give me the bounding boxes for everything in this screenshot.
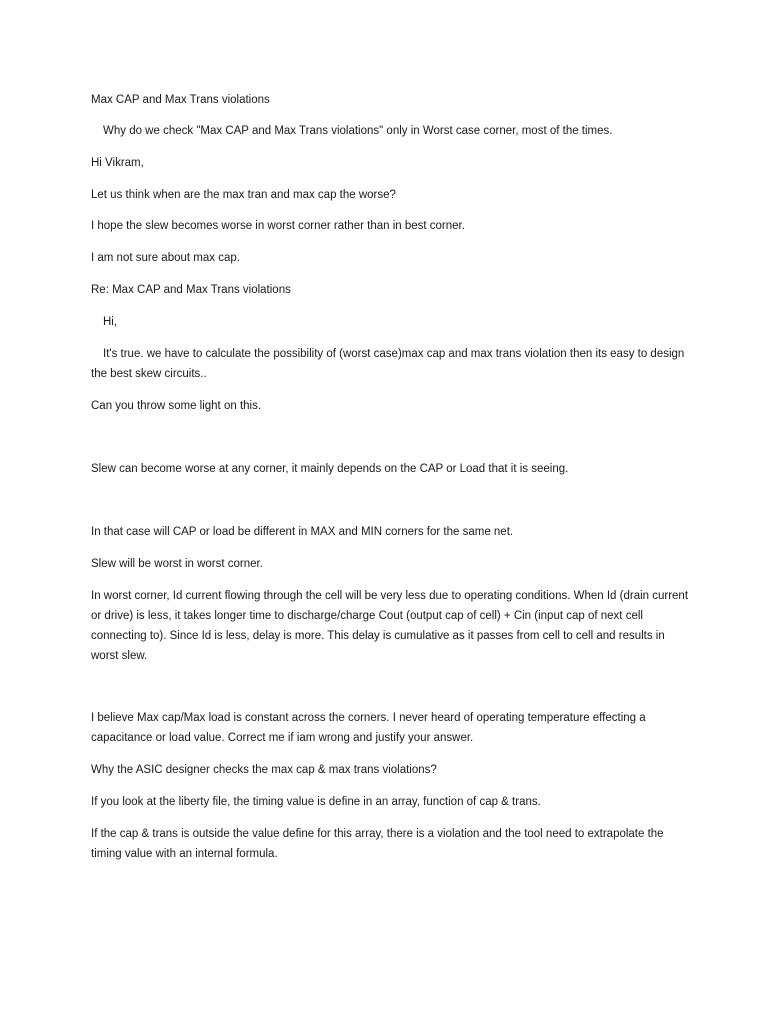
paragraph-question: Why do we check "Max CAP and Max Trans violations" only in Worst case corner, most of the times. — [103, 125, 613, 137]
paragraph: Slew will be worst in worst corner. — [91, 558, 263, 570]
paragraph: Slew can become worse at any corner, it mainly depends on the CAP or Load that it is seeing. — [91, 463, 569, 475]
paragraph: Hi, — [103, 316, 118, 328]
paragraph: It's true. we have to calculate the possibility of (worst case)max cap and max trans violation then its easy to design the best skew circuits.. — [91, 348, 685, 380]
paragraph: I am not sure about max cap. — [91, 252, 240, 264]
paragraph: If the cap & trans is outside the value define for this array, there is a violation and the tool need to extrapolate the timing value with an internal formula. — [91, 828, 664, 860]
paragraph: If you look at the liberty file, the timing value is define in an array, function of cap & trans. — [91, 796, 541, 808]
paragraph-title: Max CAP and Max Trans violations — [91, 94, 270, 106]
paragraph: Let us think when are the max tran and max cap the worse? — [91, 189, 396, 201]
paragraph: In worst corner, Id current flowing through the cell will be very less due to operating conditions. When Id (drain current or drive) is less, it takes longer time to discharge/charge Cout (output cap of cell) + Cin (input cap of next cell connecting to). Since Id is less, delay is more. This delay is cumulative as it passes from cell to cell and results in worst slew. — [91, 590, 689, 662]
paragraph: I believe Max cap/Max load is constant across the corners. I never heard of operating temperature effecting a capacitance or load value. Correct me if iam wrong and justify your answer. — [91, 712, 646, 744]
paragraph-greeting: Hi Vikram, — [91, 157, 144, 169]
paragraph: Can you throw some light on this. — [91, 400, 262, 412]
paragraph: I hope the slew becomes worse in worst corner rather than in best corner. — [91, 220, 465, 232]
paragraph: Why the ASIC designer checks the max cap & max trans violations? — [91, 764, 437, 776]
paragraph: In that case will CAP or load be different in MAX and MIN corners for the same net. — [91, 526, 514, 538]
paragraph-reply-heading: Re: Max CAP and Max Trans violations — [91, 284, 291, 296]
